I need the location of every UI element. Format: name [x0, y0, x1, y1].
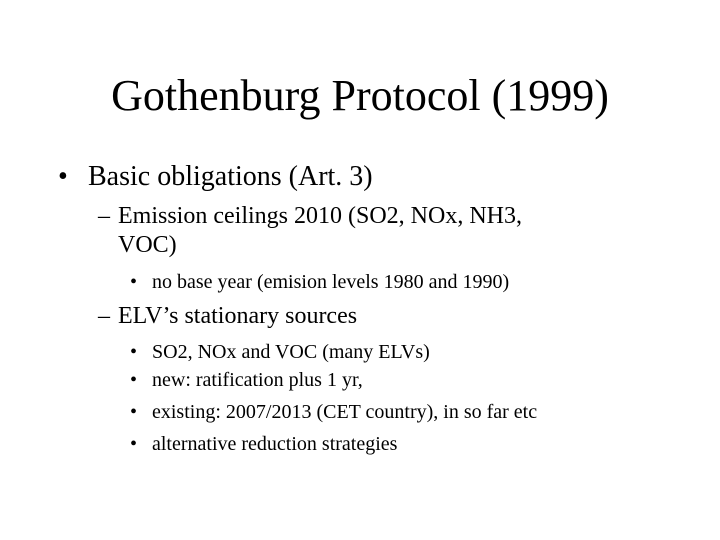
bullet-marker: • — [130, 369, 138, 391]
bullet-marker: • — [130, 401, 138, 423]
bullet-text: existing: 2007/2013 (CET country), in so far etc — [152, 401, 538, 423]
bullet-text: Basic obligations (Art. 3) — [88, 161, 373, 192]
bullet-marker: • — [130, 341, 138, 363]
bullet-text: alternative reduction strategies — [152, 433, 398, 455]
bullet-text-continuation: VOC) — [118, 232, 177, 258]
bullet-text: ELV’s stationary sources — [118, 303, 358, 329]
slide-title: Gothenburg Protocol (1999) — [111, 71, 609, 120]
bullet-marker: • — [58, 161, 68, 192]
bullet-text: new: ratification plus 1 yr, — [152, 369, 363, 391]
dash-marker: – — [98, 203, 110, 229]
bullet-marker: • — [130, 433, 138, 455]
bullet-marker: • — [130, 271, 138, 293]
bullet-text: Emission ceilings 2010 (SO2, NOx, NH3, — [118, 203, 522, 229]
dash-marker: – — [98, 303, 110, 329]
bullet-text: SO2, NOx and VOC (many ELVs) — [152, 341, 430, 363]
bullet-text: no base year (emision levels 1980 and 1990) — [152, 271, 510, 293]
